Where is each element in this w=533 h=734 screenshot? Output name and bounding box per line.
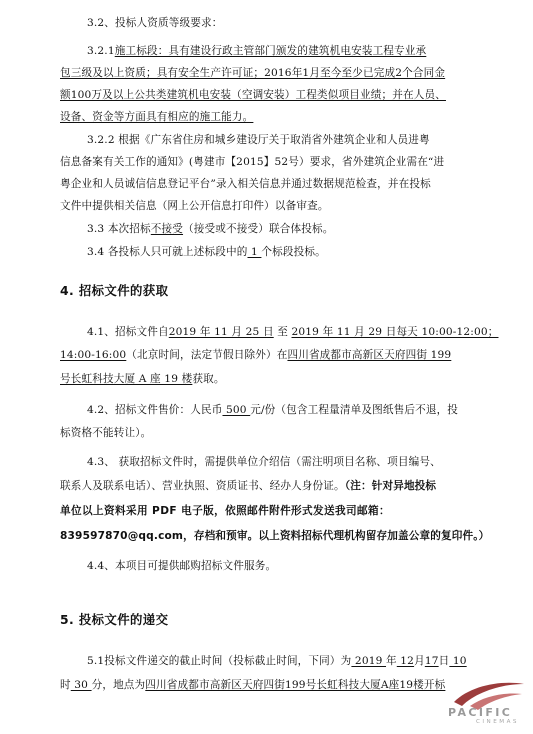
deadline-year: 2019 bbox=[351, 655, 387, 667]
paragraph-3-3: 3.3 本次招标不接受（接受或不接受）联合体投标。 bbox=[87, 223, 334, 235]
paragraph-4-3-line-1: 4.3、 获取招标文件时，需提供单位介绍信（需注明项目名称、项目编号、 bbox=[87, 456, 441, 468]
logo-subtitle: CINEMAS bbox=[476, 719, 519, 725]
paragraph-3-2-2-line-1: 3.2.2 根据《广东省住房和城乡建设厅关于取消省外建筑企业和人员进粤 bbox=[87, 134, 430, 146]
paragraph-4-2-line-2: 标资格不能转让）。 bbox=[60, 427, 152, 439]
paragraph-3-2-1-line-1 bbox=[87, 45, 426, 58]
section-3-2-heading: 3.2、投标人资质等级要求： bbox=[87, 17, 223, 29]
underlined-text: 施工标段：具有建设行政主管部门颁发的建筑机电安装工程专业承 bbox=[114, 45, 427, 57]
paragraph-3-4: 3.4 各投标人只可就上述标段中的 1 个标段投标。 bbox=[87, 246, 326, 258]
paragraph-5-1-line-1: 5.1投标文件递交的截止时间（投标截止时间，下同）为 2019 年 12月17日 10 bbox=[87, 655, 467, 667]
paragraph-3-2-1-line-3: 额100万及以上公共类建筑机电安装（空调安装）工程类似项目业绩；并在人员、 bbox=[60, 89, 446, 101]
paragraph-4-1-line-1: 4.1、招标文件自2019 年 11 月 25 日 至 2019 年 11 月 29 日每天 10:00-12:00； bbox=[87, 326, 499, 338]
address-part-2: 号长虹科技大厦 A 座 19 楼 bbox=[60, 373, 193, 385]
deadline-hour: 10 bbox=[449, 655, 467, 667]
paragraph-4-4: 4.4、本项目可提供邮购招标文件服务。 bbox=[87, 560, 277, 572]
clause-number: 3.2.1 bbox=[87, 45, 115, 57]
section-4-title: 4. 招标文件的获取 bbox=[60, 283, 169, 298]
paragraph-3-2-1-line-2: 包三级及以上资质；具有安全生产许可证；2016年1月至今至少已完成2个合同金 bbox=[60, 67, 446, 79]
lot-count-value: 1 bbox=[247, 246, 262, 258]
submission-address: 四川省成都市高新区天府四街199号长虹科技大厦A座19楼开标 bbox=[145, 679, 446, 691]
paragraph-4-2-line-1: 4.2、招标文件售价：人民币 500 元/份（包含工程量清单及图纸售后不退，投 bbox=[87, 404, 459, 416]
end-date: 2019 年 11 月 29 日每天 10:00-12:00； bbox=[291, 326, 499, 338]
afternoon-hours: 14:00-16:00 bbox=[60, 349, 127, 361]
section-5-title: 5. 投标文件的递交 bbox=[60, 612, 169, 627]
paragraph-3-2-2-line-4: 文件中提供相关信息（网上公开信息打印件）以备审查。 bbox=[60, 200, 329, 212]
paragraph-3-2-1-line-4: 设备、资金等方面具有相应的施工能力。 bbox=[60, 111, 254, 123]
logo-wordmark: PACIFIC bbox=[448, 706, 513, 719]
start-date: 2019 年 11 月 25 日 bbox=[168, 326, 274, 338]
price-value: 500 bbox=[222, 404, 251, 416]
deadline-day: 17 bbox=[424, 655, 439, 667]
paragraph-4-3-line-2: 联系人及联系电话）、营业执照、资质证书、经办人身份证。（注：针对异地投标 bbox=[60, 480, 437, 492]
paragraph-5-1-line-2: 时 30 分，地点为四川省成都市高新区天府四街199号长虹科技大厦A座19楼开标 bbox=[60, 679, 446, 691]
paragraph-3-2-2-line-2: 信息备案有关工作的通知》(粤建市【2015】52号）要求，省外建筑企业需在“进 bbox=[60, 156, 445, 168]
bold-note-start: （注：针对异地投标 bbox=[344, 480, 437, 492]
paragraph-4-3-line-3: 单位以上资料采用 PDF 电子版，依照邮件附件形式发送我司邮箱： bbox=[60, 505, 390, 517]
consortium-value: 不接受 bbox=[150, 223, 184, 235]
paragraph-4-1-line-3: 号长虹科技大厦 A 座 19 楼获取。 bbox=[60, 373, 225, 385]
paragraph-4-1-line-2: 14:00-16:00（北京时间，法定节假日除外）在四川省成都市高新区天府四街 199 bbox=[60, 349, 452, 361]
address-part-1: 四川省成都市高新区天府四街 199 bbox=[287, 349, 452, 361]
deadline-month: 12 bbox=[396, 655, 415, 667]
deadline-minute: 30 bbox=[70, 679, 92, 691]
paragraph-3-2-2-line-3: 粤企业和人员诚信信息登记平台”录入相关信息并通过数据规范检查，并在投标 bbox=[60, 178, 431, 190]
paragraph-4-3-line-4: 839597870@qq.com，存档和预审。以上资料招标代理机构留存加盖公章的复印件。） bbox=[60, 530, 490, 542]
